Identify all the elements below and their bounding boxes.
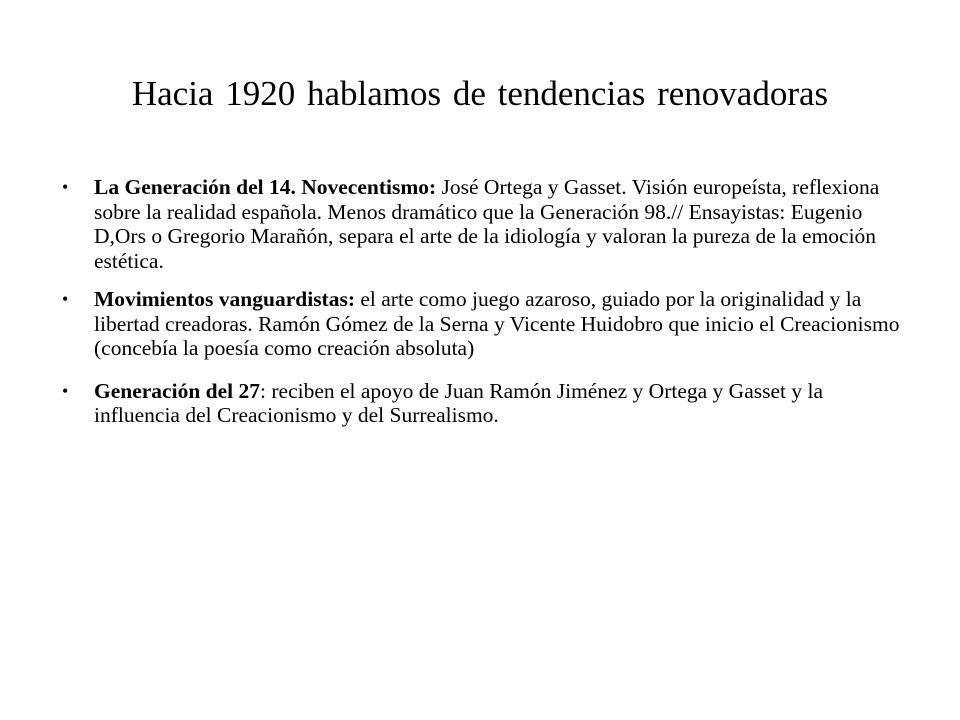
bullet-item xyxy=(60,287,910,361)
bullet-text: José Ortega y Gasset. Visión europeísta, reflexiona sobre la realidad española. Menos dramático que la Generación 98.// Ensayistas: Eugenio D,Ors o Gregorio Marañón, separa el arte de la idiología y valoran la pureza de la emoción estética. xyxy=(94,175,880,273)
bullet-item xyxy=(60,175,910,273)
bullet-list xyxy=(60,175,910,428)
bullet-text: el arte como juego azaroso, guiado por la originalidad y la libertad creadoras. Ramón Gómez de la Serna y Vicente Huidobro que inicio el Creacionismo (concebía la poesía como creación absoluta) xyxy=(94,287,900,360)
bullet-lead: Movimientos vanguardistas: xyxy=(94,287,355,311)
bullet-text: : reciben el apoyo de Juan Ramón Jiménez y Ortega y Gasset y la influencia del Creacionismo y del Surrealismo. xyxy=(94,378,824,427)
bullet-lead: Generación del 27 xyxy=(94,378,261,403)
bullet-lead: La Generación del 14. Novecentismo: xyxy=(94,175,437,199)
bullet-icon: • xyxy=(62,177,69,197)
bullet-icon: • xyxy=(62,380,69,401)
slide-title: Hacia 1920 hablamos de tendencias renovadoras xyxy=(131,74,829,113)
bullet-icon: • xyxy=(62,289,69,309)
bullet-item xyxy=(60,379,910,428)
